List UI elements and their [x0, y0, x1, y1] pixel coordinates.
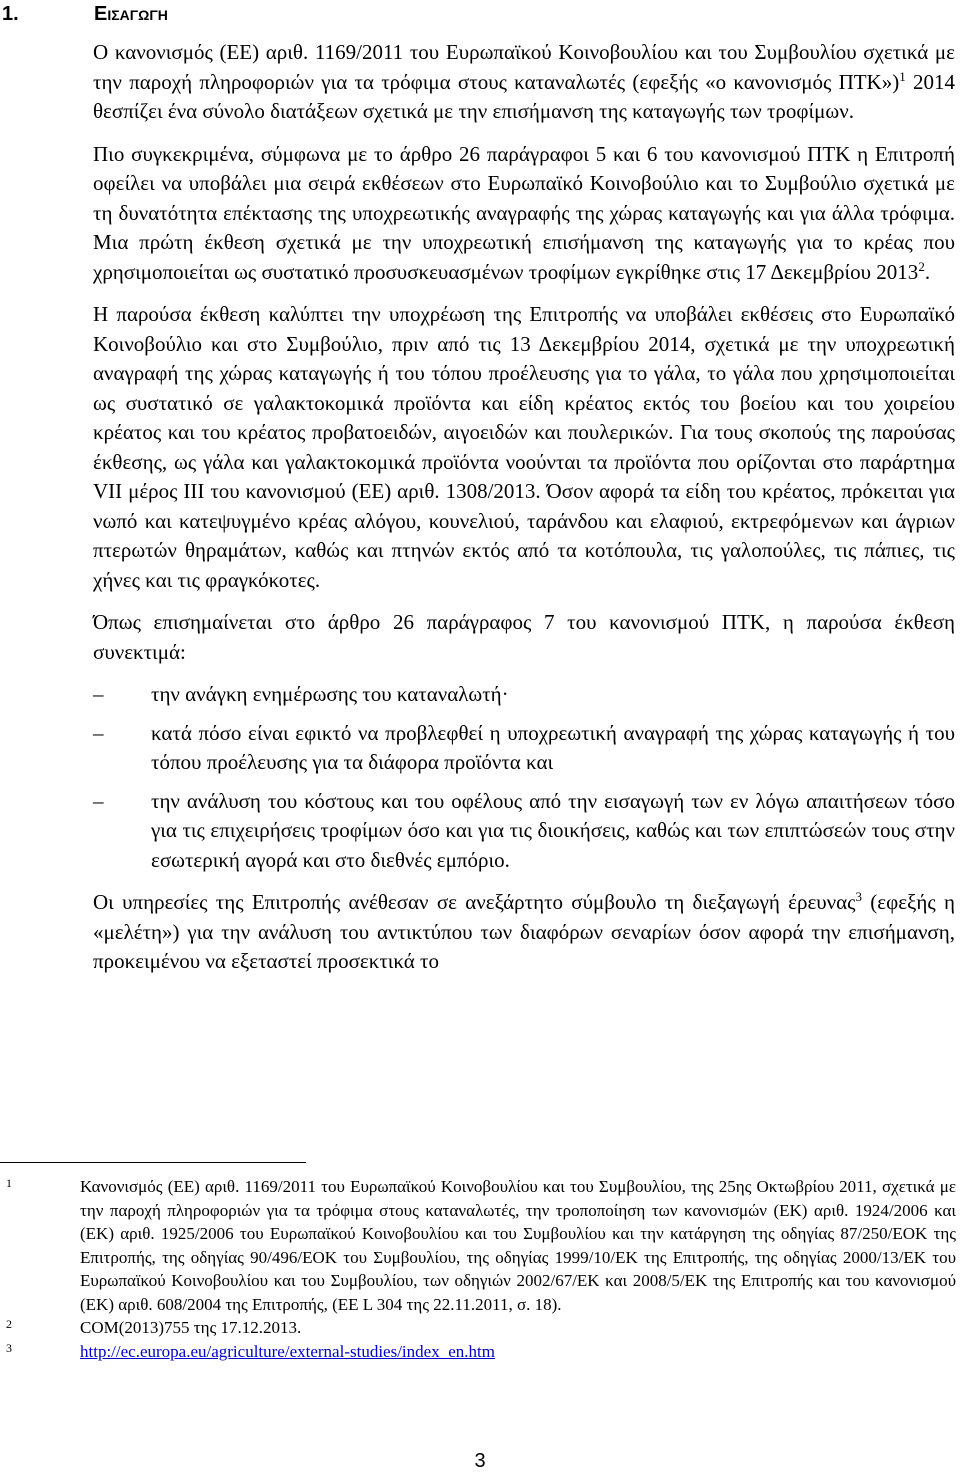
footnotes — [0, 1175, 960, 1363]
considerations-list — [93, 680, 955, 875]
page-number: 3 — [474, 1450, 486, 1472]
footnote-3 — [0, 1340, 960, 1364]
external-studies-link[interactable]: http://ec.europa.eu/agriculture/external-studies/index_en.htm — [80, 1341, 495, 1361]
paragraph-considerations-intro: Όπως επισημαίνεται στο άρθρο 26 παράγραφος 7 του κανονισμού ΠΤΚ, η παρούσα έκθεση συνεκτιμά: — [93, 610, 955, 664]
section-title: Εισαγωγη — [94, 3, 168, 25]
paragraph-intro — [93, 38, 955, 127]
paragraph-article-26 — [93, 140, 955, 288]
section-number: 1. — [2, 3, 19, 25]
paragraph-text: Οι υπηρεσίες της Επιτροπής ανέθεσαν σε ανεξάρτητο σύμβουλο τη διεξαγωγή έρευνας — [93, 890, 856, 914]
footnote-ref-1: 1 — [899, 68, 906, 84]
footnote-number: 2 — [6, 1317, 12, 1331]
paragraph-text: . — [924, 259, 931, 284]
footnote-2 — [0, 1316, 960, 1340]
paragraph-text: 2014 θεσπίζει ένα σύνολο διατάξεων σχετικά με την επισήμανση της καταγωγής των τροφίμων. — [93, 69, 956, 123]
footnote-1 — [0, 1175, 960, 1316]
list-item-text: κατά πόσο είναι εφικτό να προβλεφθεί η υποχρεωτική αναγραφή της χώρας καταγωγής ή του τόπου προέλευσης για τα διάφορα προϊόντα και — [151, 720, 955, 774]
footnote-separator — [0, 1162, 306, 1163]
list-item-text: την ανάγκη ενημέρωσης του καταναλωτή· — [151, 682, 509, 706]
paragraph-report-scope: Η παρούσα έκθεση καλύπτει την υποχρέωση της Επιτροπής να υποβάλει εκθέσεις στο Ευρωπαϊκό Κοινοβούλιο και στο Συμβούλιο, πριν από τις 13 Δεκεμβρίου 2014, σχετικά με την υποχρεωτική αναγραφή της χώρας καταγωγής ή του τόπου προέλευσης για το γάλα, το γάλα που χρησιμοποιείται ως συστατικό σε γαλακτοκομικά προϊόντα και είδη κρέατος εκτός του βοείου και του χοιρείου κρέατος και του κρέατος προβατοειδών, αιγοειδών και πουλερικών. Για τους σκοπούς της παρούσας έκθεσης, ως γάλα και γαλακτοκομικά προϊόντα νοούνται τα προϊόντα που ορίζονται στο παράρτημα VII μέρος III του κανονισμού (ΕΕ) αριθ. 1308/2013. Όσον αφορά τα είδη του κρέατος, πρόκειται για νωπό και κατεψυγμένο κρέας αλόγου, κουνελιού, ταράνδου και ελαφιού, εκτρεφόμενων και άγριων πτερωτών θηραμάτων, καθώς και πτηνών εκτός από τα κοτόπουλα, τις γαλοπούλες, τις πάπιες, τις χήνες και τις φραγκόκοτες. — [93, 302, 955, 592]
paragraph-text: (εφεξής η «μελέτη») για την ανάλυση του αντικτύπου των διαφόρων σεναρίων όσον αφορά την επισήμανση, προκειμένου να εξεταστεί προσεκτικά το — [93, 890, 955, 973]
footnote-ref-3: 3 — [855, 889, 862, 904]
list-item-text: την ανάλυση του κόστους και του οφέλους από την εισαγωγή των εν λόγω απαιτήσεων τόσο για τις επιχειρήσεις τροφίμων όσο και για τις διοικήσεις, καθώς και των επιπτώσεών τους στην εσωτερική αγορά και στο διεθνές εμπόριο. — [151, 788, 955, 872]
footnote-text: COM(2013)755 της 17.12.2013. — [80, 1318, 302, 1337]
footnote-text: Κανονισμός (ΕΕ) αριθ. 1169/2011 του Ευρωπαϊκού Κοινοβουλίου και του Συμβουλίου, της 25ης Οκτωβρίου 2011, σχετικά με την παροχή πληροφοριών για τα τρόφιμα στους καταναλωτές, την τροποποίηση των κανονισμών (ΕΚ) αριθ. 1924/2006 και (ΕΚ) αριθ. 1925/2006 του Ευρωπαϊκού Κοινοβουλίου και του Συμβουλίου και την κατάργηση της οδηγίας 87/250/ΕΟΚ της Επιτροπής, της οδηγίας 90/496/ΕΟΚ του Συμβουλίου, της οδηγίας 1999/10/ΕΚ της Επιτροπής, της οδηγίας 2000/13/ΕΚ του Ευρωπαϊκού Κοινοβουλίου και του Συμβουλίου, των οδηγιών 2002/67/ΕΚ και 2008/5/ΕΚ της Επιτροπής και του κανονισμού (ΕΚ) αριθ. 608/2004 της Επιτροπής, (ΕΕ L 304 της 22.11.2011, σ. 18). — [80, 1177, 956, 1314]
footnote-ref-2: 2 — [918, 258, 925, 274]
dash-bullet: – — [93, 682, 104, 706]
footnote-number: 3 — [6, 1340, 12, 1355]
list-item — [93, 680, 955, 710]
list-item — [93, 787, 955, 876]
dash-bullet: – — [93, 720, 104, 745]
footnote-number: 1 — [6, 1176, 12, 1190]
paragraph-text: Πιο συγκεκριμένα, σύμφωνα με το άρθρο 26 παράγραφοι 5 και 6 του κανονισμού ΠΤΚ η Επιτροπή οφείλει να υποβάλει μια σειρά εκθέσεων στο Ευρωπαϊκό Κοινοβούλιο και το Συμβούλιο σχετικά με τη δυνατότητα επέκτασης της υποχρεωτικής αναγραφής της χώρας καταγωγής και για άλλα τρόφιμα. Μια πρώτη έκθεση σχετικά με την υποχρεωτική επισήμανση της καταγωγής για το κρέας που χρησιμοποιείται ως συστατικό προσυσκευασμένων τροφίμων εγκρίθηκε στις 17 Δεκεμβρίου 2013 — [93, 141, 955, 284]
section-heading — [2, 2, 168, 26]
list-item — [93, 719, 955, 778]
paragraph-text: Ο κανονισμός (ΕΕ) αριθ. 1169/2011 του Ευρωπαϊκού Κοινοβουλίου και του Συμβουλίου σχετικά με την παροχή πληροφοριών για τα τρόφιμα στους καταναλωτές (εφεξής «ο κανονισμός ΠΤΚ») — [93, 40, 955, 94]
paragraph-study — [93, 888, 955, 977]
document-body — [93, 38, 955, 990]
dash-bullet: – — [93, 788, 104, 813]
